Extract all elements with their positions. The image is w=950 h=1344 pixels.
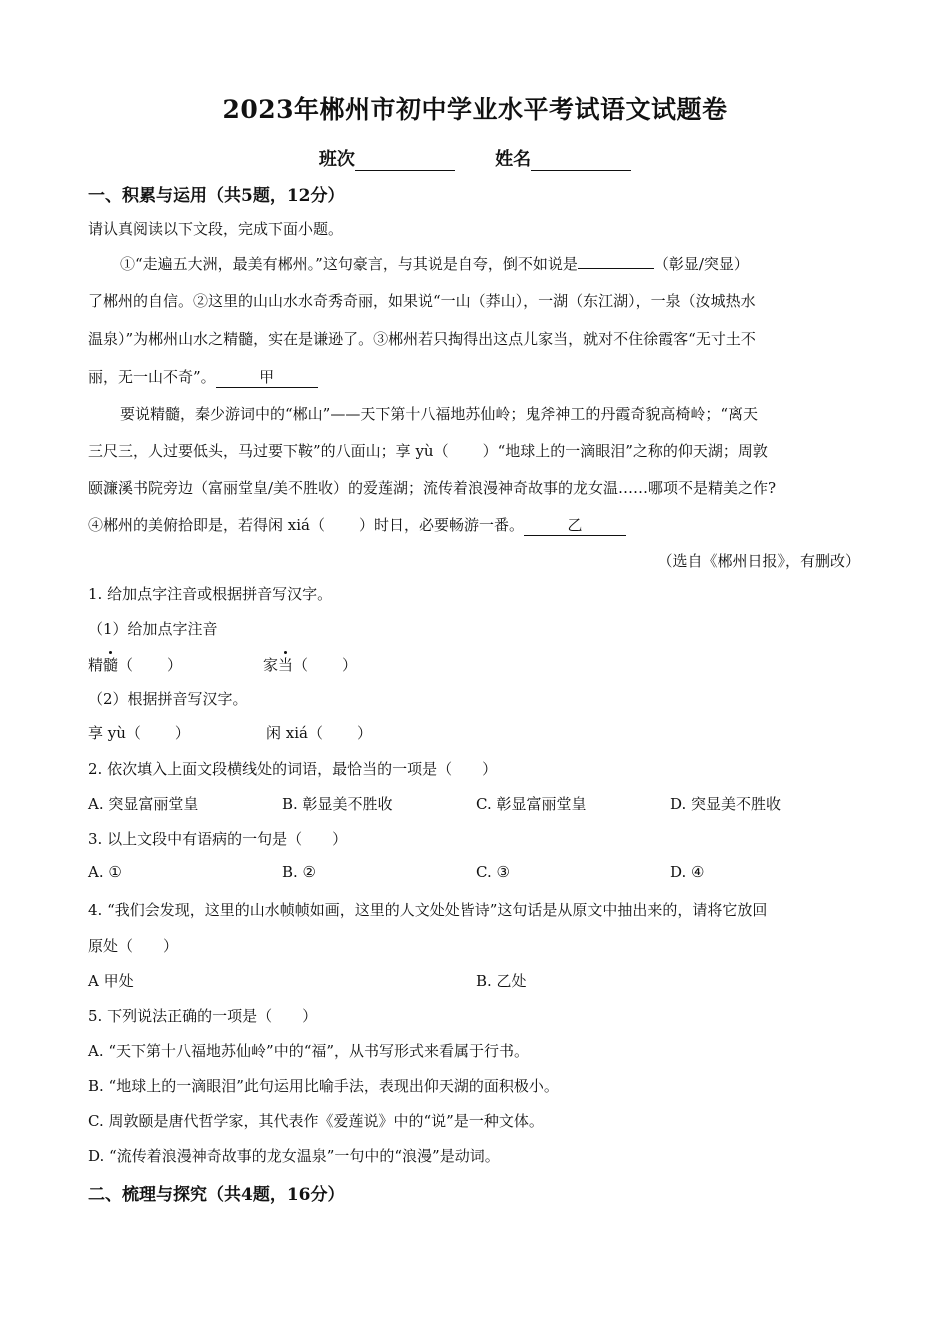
class-label: 班次 [318, 149, 355, 170]
option-c[interactable]: C. ③ [476, 863, 510, 881]
passage-text: 丽，无一山不奇”。 [88, 368, 216, 386]
passage-text: （彰显/突显） [653, 255, 749, 273]
paren: （ [293, 656, 309, 674]
passage-text: ①“走遍五大洲，最美有郴州。”这句豪言，与其说是自夸，倒不如说是 [120, 255, 578, 273]
passage-line [88, 514, 860, 536]
instruction: 请认真阅读以下文段，完成下面小题。 [88, 220, 344, 238]
paren: （ [118, 656, 134, 674]
page-title: 2023年郴州市初中学业水平考试语文试题卷 [222, 95, 728, 124]
passage-line: 颐濂溪书院旁边（富丽堂皇/美不胜收）的爱莲湖；流传着浪漫神奇故事的龙女温……哪项不是精美之作? [88, 479, 777, 497]
question-1-sub2: （2）根据拼音写汉字。 [88, 690, 248, 708]
paren: ） [167, 656, 183, 674]
dotted-char: 髓 [103, 656, 119, 674]
option-d[interactable]: D. “流传着浪漫神奇故事的龙女温泉”一句中的“浪漫”是动词。 [88, 1147, 500, 1165]
paren: ） [342, 656, 358, 674]
word-text: 闲 xiá [266, 724, 308, 742]
question-4-stem: 4. “我们会发现，这里的山水帧帧如画，这里的人文处处皆诗”这句话是从原文中抽出来的，请将它放回 [88, 901, 768, 919]
option-b[interactable]: B. ② [282, 863, 317, 881]
name-label: 姓名 [495, 149, 532, 170]
question-2-stem: 2. 依次填入上面文段横线处的词语，最恰当的一项是（ ） [88, 760, 498, 778]
word-text: 享 yù [88, 724, 126, 742]
option-d[interactable]: D. ④ [670, 863, 705, 881]
passage-line [88, 253, 892, 274]
question-3-stem: 3. 以上文段中有语病的一句是（ ） [88, 830, 348, 848]
fill-blank-1 [578, 268, 654, 269]
option-b[interactable]: B. 乙处 [476, 972, 527, 990]
section1-heading: 一、积累与运用（共5题，12分） [88, 186, 345, 206]
option-b[interactable]: B. “地球上的一滴眼泪”此句运用比喻手法，表现出仰天湖的面积极小。 [88, 1077, 559, 1095]
mark-yi: 乙 [524, 514, 626, 536]
paren: （ [307, 724, 323, 742]
option-a[interactable]: A. “天下第十八福地苏仙岭”中的“福”，从书写形式来看属于行书。 [88, 1042, 530, 1060]
question-1-sub1: （1）给加点字注音 [88, 620, 218, 638]
passage-line [88, 366, 860, 388]
mark-jia: 甲 [216, 366, 318, 388]
paren: ） [174, 724, 190, 742]
option-a[interactable]: A. ① [88, 863, 122, 881]
name-blank[interactable] [531, 152, 631, 171]
word-text: 家 [263, 656, 279, 674]
question-5-stem: 5. 下列说法正确的一项是（ ） [88, 1007, 318, 1025]
option-a[interactable]: A 甲处 [88, 972, 134, 990]
paren: ） [356, 724, 372, 742]
passage-text: 三尺三，人过要低头，马过要下鞍”的八面山；享 yù（ [88, 442, 449, 460]
option-b[interactable]: B. 彰显美不胜收 [282, 795, 393, 813]
question-4-stem-cont: 原处（ ） [88, 937, 179, 955]
section2-heading: 二、梳理与探究（共4题，16分） [88, 1185, 345, 1205]
name-row [0, 145, 950, 171]
passage-text: ④郴州的美俯拾即是，若得闲 xiá（ [88, 516, 325, 534]
passage-line: 了郴州的自信。②这里的山山水水奇秀奇丽，如果说“一山（莽山），一湖（东江湖），一泉（汝城热水 [88, 292, 756, 310]
passage-line [88, 440, 860, 461]
option-d[interactable]: D. 突显美不胜收 [670, 795, 782, 813]
option-c[interactable]: C. 周敦颐是唐代哲学家，其代表作《爱莲说》中的“说”是一种文体。 [88, 1112, 544, 1130]
passage-text: ）“地球上的一滴眼泪”之称的仰天湖；周敦 [482, 442, 768, 460]
option-a[interactable]: A. 突显富丽堂皇 [88, 795, 199, 813]
passage-line: 温泉）”为郴州山水之精髓，实在是谦逊了。③郴州若只掏得出这点儿家当，就对不住徐霞客“无寸土不 [88, 330, 756, 348]
question-1-stem: 1. 给加点字注音或根据拼音写汉字。 [88, 585, 333, 603]
option-c[interactable]: C. 彰显富丽堂皇 [476, 795, 587, 813]
dotted-char: 当 [278, 656, 294, 674]
class-blank[interactable] [355, 152, 455, 171]
source-note: （选自《郴州日报》，有删改） [657, 552, 860, 570]
paren: （ [125, 724, 141, 742]
passage-line: 要说精髓，秦少游词中的“郴山”——天下第十八福地苏仙岭；鬼斧神工的丹霞奇貌高椅岭；“离天 [120, 405, 759, 423]
passage-text: ）时日，必要畅游一番。 [358, 516, 524, 534]
word-text: 精 [88, 656, 104, 674]
